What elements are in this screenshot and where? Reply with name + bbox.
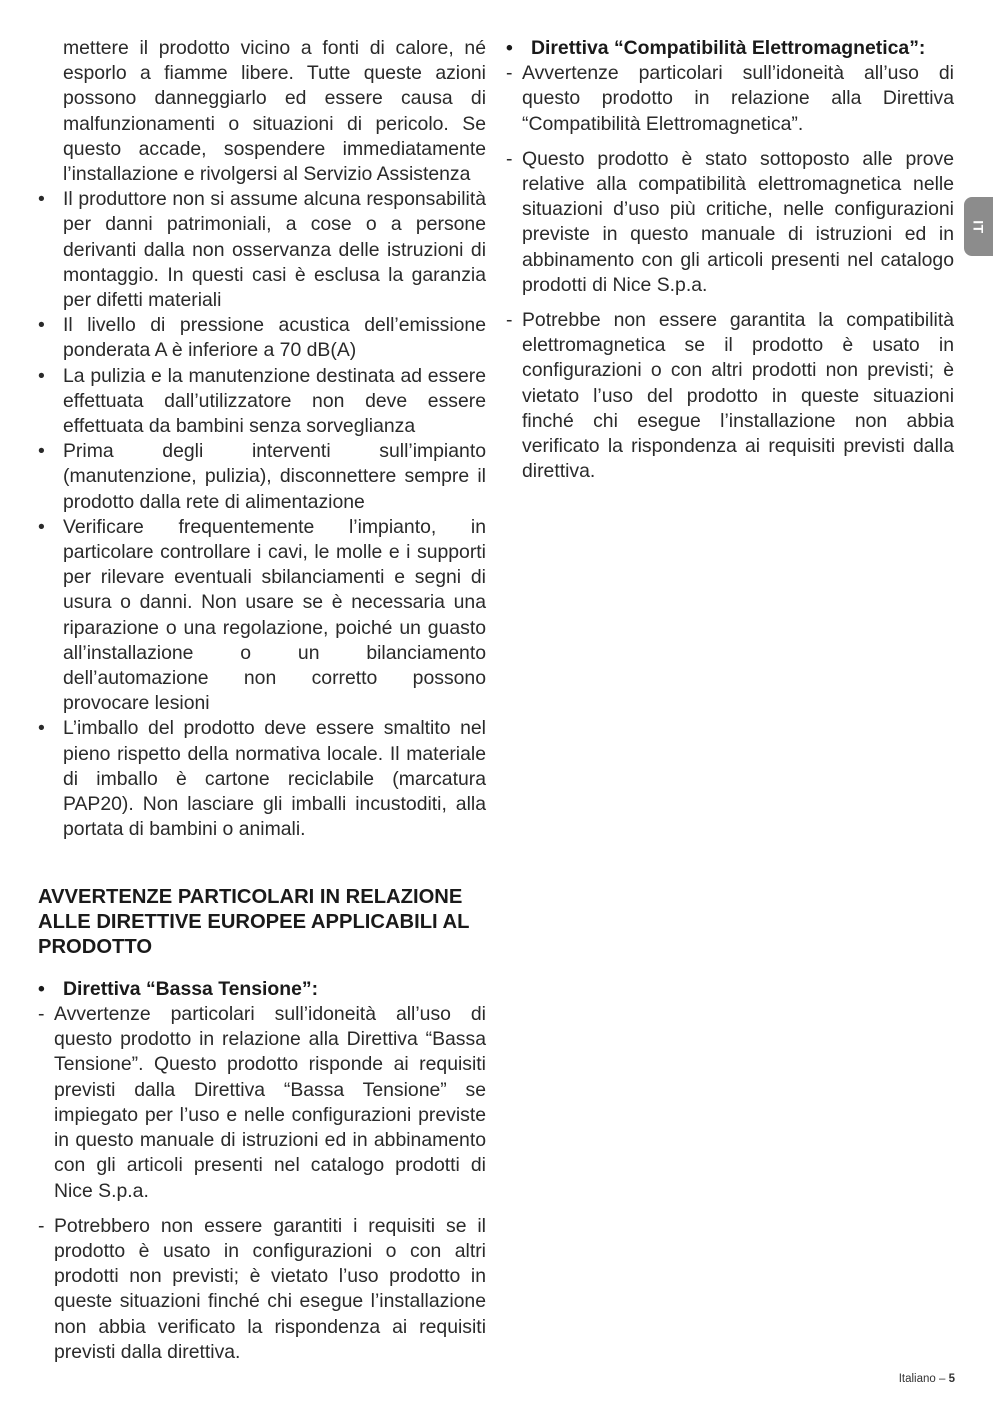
bullet-icon: •: [38, 515, 45, 538]
language-tab-label: IT: [970, 219, 987, 234]
left-column: [38, 36, 486, 1375]
bullet-icon: •: [38, 440, 45, 463]
page-number: 5: [948, 1373, 955, 1385]
bullet-icon: •: [38, 188, 45, 211]
low-voltage-list: [38, 1002, 486, 1365]
list-item: [506, 308, 954, 484]
list-item: [38, 1002, 486, 1204]
subhead-text: Direttiva “Bassa Tensione”:: [63, 977, 319, 1000]
subhead-text: Direttiva “Compatibilità Elettromagnetica”:: [531, 37, 926, 59]
dash-icon: -: [506, 147, 513, 170]
language-tab: [964, 197, 993, 256]
list-item-text: Potrebbe non essere garantita la compatibilità elettromagnetica se il prodotto è usato in configurazioni o con altri prodotti non previsti; è vietato l’uso del prodotto in queste situazioni finché chi esegue l’installazione non abbia verificato la rispondenza ai requisiti previsti dalla direttiva.: [522, 309, 954, 483]
list-item-text: Il produttore non si assume alcuna responsabilità per danni patrimoniali, a cose o a persone derivanti dalla non osservanza delle istruzioni di montaggio. In questi casi è esclusa la garanzia per difetti materiali: [63, 188, 486, 312]
list-item-text: Potrebbero non essere garantiti i requisiti se il prodotto è usato in configurazioni o con altri prodotti non previsti; è vietato l’uso prodotto in queste situazioni finché chi esegue l’installazione non abbia verificato la rispondenza ai requisiti previsti dalla direttiva.: [54, 1214, 486, 1363]
list-item: [38, 313, 486, 363]
dash-icon: -: [38, 1214, 45, 1237]
list-item: [38, 716, 486, 842]
list-item: [38, 1214, 486, 1365]
list-item: [506, 61, 954, 137]
dash-icon: -: [506, 309, 513, 332]
list-item-text: Verificare frequentemente l’impianto, in particolare controllare i cavi, le molle e i supporti per rilevare eventuali sbilanciamenti e segni di usura o danni. Non usare se è necessaria una riparazione o una regolazione, poiché un guasto all’installazione o un bilanciamento dell’automazione non corretto possono provocare lesioni: [63, 515, 486, 715]
low-voltage-directive-title: [38, 977, 486, 1002]
list-item: [506, 147, 954, 298]
list-item-text: Il livello di pressione acustica dell’emissione ponderata A è inferiore a 70 dB(A): [63, 314, 486, 362]
right-column: [506, 36, 954, 494]
list-item-text: La pulizia e la manutenzione destinata ad essere effettuata dall’utilizzatore non deve essere effettuata da bambini senza sorveglianza: [63, 364, 486, 438]
list-item-text: Avvertenze particolari sull’idoneità all’uso di questo prodotto in relazione alla Direttiva “Compatibilità Elettromagnetica”.: [522, 62, 954, 135]
emc-directive-title: [506, 36, 954, 61]
list-item-text: Prima degli interventi sull’impianto (manutenzione, pulizia), disconnettere sempre il prodotto dalla rete di alimentazione: [63, 440, 486, 513]
list-item-text: Questo prodotto è stato sottoposto alle prove relative alla compatibilità elettromagnetica nelle situazioni d’uso più critiche, nelle configurazioni previste in questo manuale di istruzioni ed in abbinamento con gli articoli presenti nel catalogo prodotti di Nice S.p.a.: [522, 147, 954, 296]
footer-language: Italiano –: [898, 1373, 946, 1385]
list-item-text: L’imballo del prodotto deve essere smaltito nel pieno rispetto della normativa locale. Il materiale di imballo è cartone reciclabile (marcatura PAP20). Non lasciare gli imballi incustoditi, alla portata di bambini o animali.: [63, 717, 486, 841]
list-item: [38, 364, 486, 440]
emc-list: [506, 61, 954, 484]
bullet-icon: •: [506, 37, 513, 59]
bullet-icon: •: [38, 314, 45, 337]
list-item: [38, 515, 486, 717]
list-item: [38, 187, 486, 313]
list-item-text: Avvertenze particolari sull’idoneità all’uso di questo prodotto in relazione alla Direttiva “Bassa Tensione”. Questo prodotto risponde ai requisiti previsti dalla Direttiva “Bassa Tensione” se impiegato per l’uso e nelle configurazioni previste in questo manuale di istruzioni ed in abbinamento con gli articoli presenti nel catalogo prodotti di Nice S.p.a.: [54, 1003, 486, 1202]
bullet-icon: •: [38, 717, 45, 740]
bullet-icon: •: [38, 977, 45, 1000]
bullet-icon: •: [38, 364, 45, 387]
safety-bullet-list: [38, 187, 486, 842]
list-item: [38, 439, 486, 515]
dash-icon: -: [38, 1003, 45, 1026]
section-heading: AVVERTENZE PARTICOLARI IN RELAZIONE ALLE DIRETTIVE EUROPEE APPLICABILI AL PRODOTTO: [38, 885, 470, 958]
dash-icon: -: [506, 62, 513, 85]
page-footer: [899, 1372, 955, 1386]
intro-continuation: mettere il prodotto vicino a fonti di calore, né esporlo a fiamme libere. Tutte queste azioni possono danneggiarlo ed essere causa di malfunzionamenti o situazioni di pericolo. Se questo accade, sospendere immediatamente l’installazione e rivolgersi al Servizio Assistenza: [63, 37, 486, 186]
